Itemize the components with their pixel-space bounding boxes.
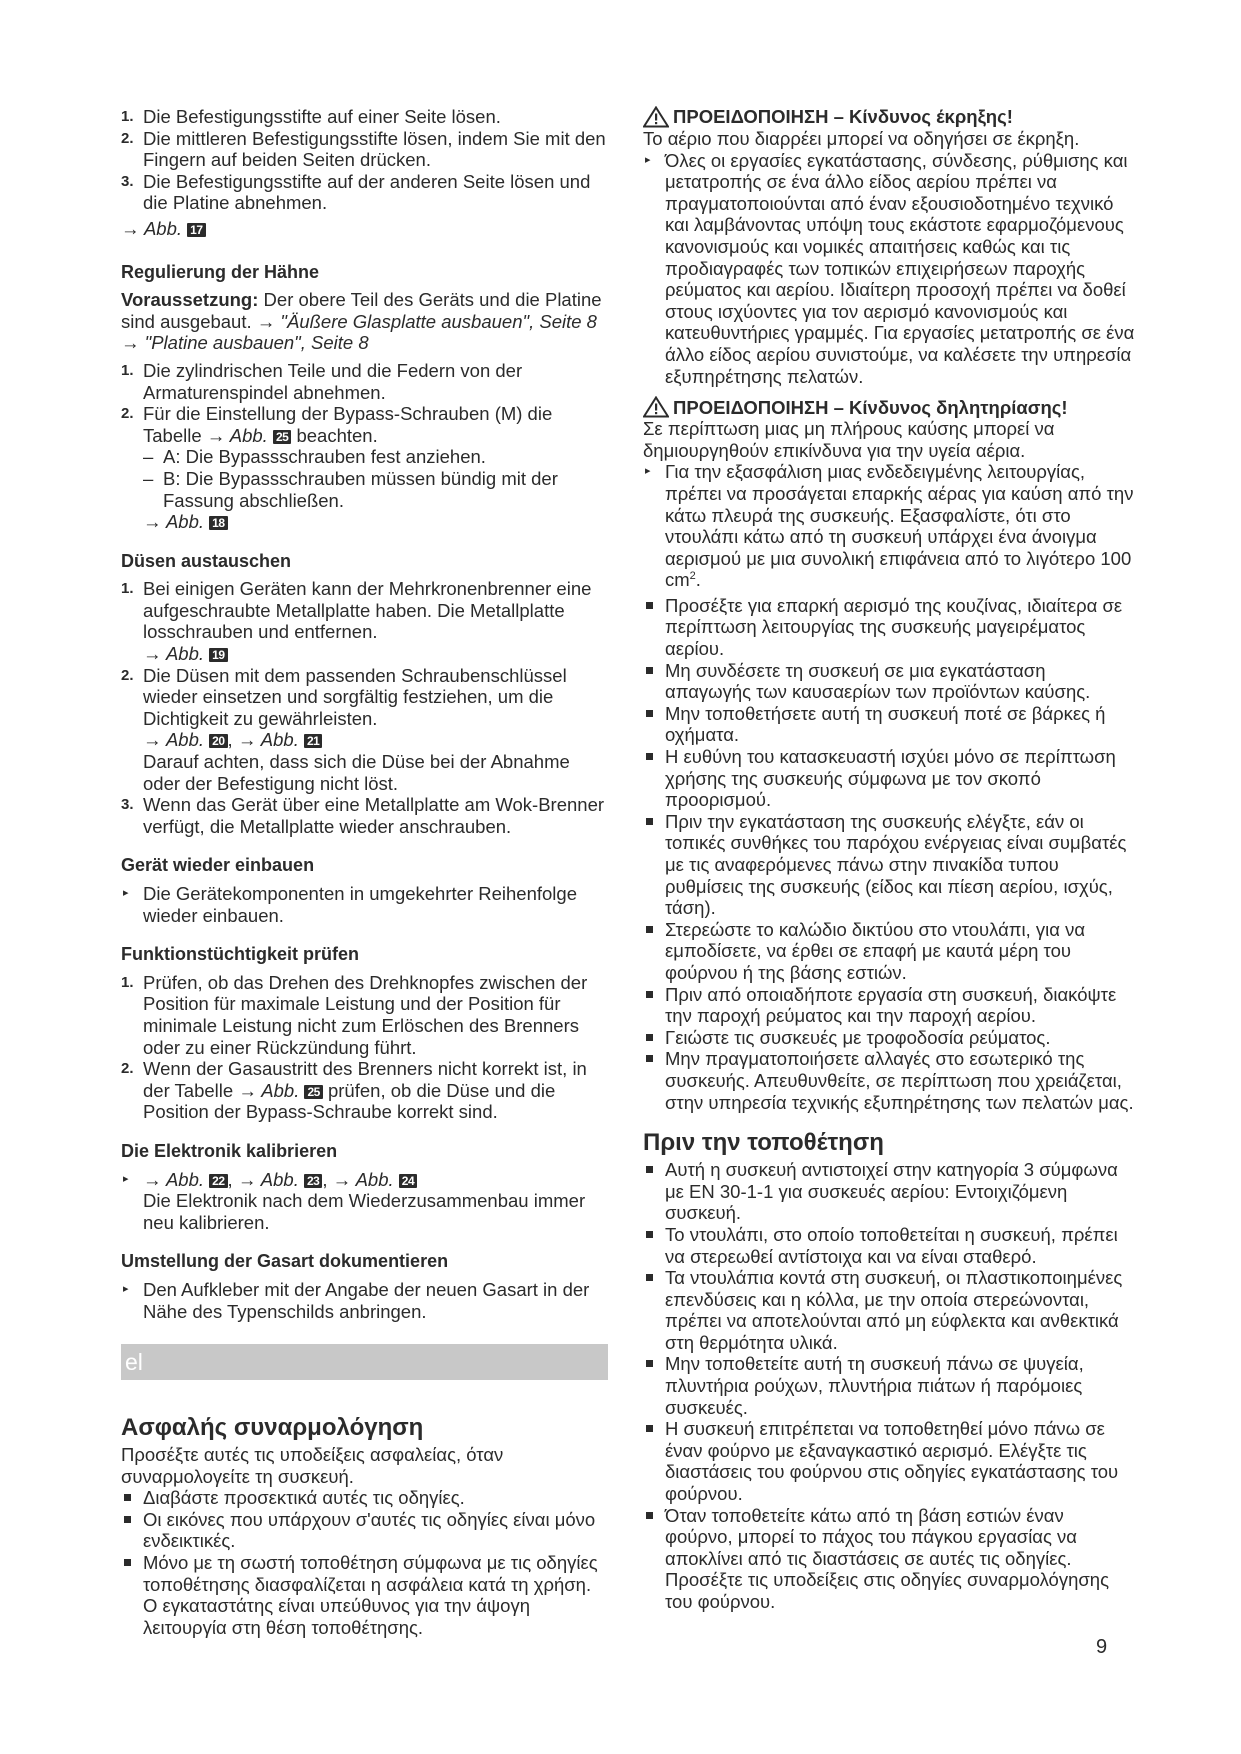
list-item: Μην τοποθετείτε αυτή τη συσκευή πάνω σε ψυγεία, πλυντήρια ρούχων, πλυντήρια πιάτων ή παρόμοιες συσκευές.	[643, 1353, 1135, 1418]
warning-triangle-icon	[643, 396, 669, 418]
dash-item: – A: Die Bypassschrauben fest anziehen.	[143, 446, 486, 468]
square-bullet-icon	[646, 818, 653, 825]
list-item: Η ευθύνη του κατασκευαστή ισχύει μόνο σε περίπτωση χρήσης της συσκευής σύμφωνα με τον σκοπό προορισμού.	[643, 746, 1135, 811]
left-column	[121, 106, 608, 1638]
square-bullet-icon	[646, 1055, 653, 1062]
triangle-bullet-icon: ▸	[645, 153, 651, 166]
action-step: ▸ Όλες οι εργασίες εγκατάστασης, σύνδεσης, ρύθμισης και μετατροπής σε ένα άλλο είδος αερίου πρέπει να πραγματοποιούνται από έναν εξουσιοδοτημένο τεχνικό και λαμβάνοντας υπόψη τους εκάστοτε εφαρμοζόμενους κανονισμούς και νομικές απαιτήσεις καθώς και τις προδιαγραφές των τοπικών επιχειρήσεων παροχής ρεύματος και αερίου. Ιδιαίτερη προσοχή πρέπει να δοθεί στους ισχύοντες για τον αερισμό κανονισμούς και κατευθυντήριες γραμμές. Για εργασίες μετατροπής σε ένα άλλο είδος αερίου συνιστούμε, να καλέσετε την υπηρεσία εξυπηρέτησης πελατών.	[645, 149, 1135, 387]
list-item: Πριν από οποιαδήποτε εργασία στη συσκευή, διακόψτε την παροχή ρεύματος και την παροχή αερίου.	[643, 984, 1135, 1027]
warning-text: Σε περίπτωση μιας μη πλήρους καύσης μπορεί να δημιουργηθούν επικίνδυνα για την υγεία αέρια.	[643, 418, 1055, 461]
funktion-steps	[121, 972, 608, 1123]
list-item: Μη συνδέσετε τη συσκευή σε μια εγκατάσταση απαγωγής των καυσαερίων των προϊόντων καύσης.	[643, 660, 1135, 703]
figure-badge: 19	[209, 648, 227, 662]
figure-badge: 20	[209, 734, 227, 748]
list-item: 2. Die Düsen mit dem passenden Schraubenschlüssel wieder einsetzen und sorgfältig festziehen, um die Dichtigkeit zu gewährleisten. → Abb. 20 , → Abb. 21 Darauf achten, dass sich die Düse bei der Abnahme oder der Befestigung nicht löst.	[121, 665, 608, 795]
intro-text: Προσέξτε αυτές τις υποδείξεις ασφαλείας, όταν συναρμολογείτε τη συσκευή.	[121, 1444, 504, 1487]
square-bullet-icon	[646, 1231, 653, 1238]
action-step: ▸ Για την εξασφάλιση μιας ενδεδειγμένης λειτουργίας, πρέπει να προσάγεται επαρκής αέρας για καύση από την κάτω πλευρά της συσκευής. Εξασφαλίστε, ότι στο ντουλάπι κάτω από τη συσκευή υπάρχει ένα άνοιγμα αερισμού με μια συνολική επιφάνεια από το λιγότερο 100 $cm^2$.	[645, 461, 1134, 591]
figure-badge: 17	[187, 223, 205, 237]
list-item: 1. Prüfen, ob das Drehen des Drehknopfes zwischen der Position für maximale Leistung und der Position für minimale Leistung nicht zum Erlöschen des Brenners oder zu einer Rückzündung führt.	[121, 971, 588, 1058]
figure-badge: 24	[399, 1174, 417, 1188]
section-heading: Funktionstüchtigkeit prüfen	[121, 944, 359, 965]
square-bullet-icon	[646, 602, 653, 609]
prerequisite: Voraussetzung: Der obere Teil des Geräts und die Platine sind ausgebaut. → "Äußere Glasplatte ausbauen", Seite 8 → "Platine ausbauen", Seite 8	[121, 289, 602, 354]
warning-heading: ΠΡΟΕΙΔΟΠΟΙΗΣΗ – Κίνδυνος δηλητηρίασης!	[643, 396, 1135, 418]
note: Darauf achten, dass sich die Düse bei der Abnahme oder der Befestigung nicht löst.	[143, 751, 570, 794]
list-item: Μην πραγματοποιήσετε αλλαγές στο εσωτερικό της συσκευής. Απευθυνθείτε, σε περίπτωση που χρειάζεται, στην υπηρεσία τεχνικής εξυπηρέτησης των πελατών μας.	[643, 1048, 1135, 1113]
list-item: 3. Wenn das Gerät über eine Metallplatte am Wok-Brenner verfügt, die Metallplatte wieder anschrauben.	[121, 794, 605, 837]
list-item: Όταν τοποθετείτε κάτω από τη βάση εστιών έναν φούρνο, μπορεί το πάχος του πάγκου εργασίας να αποκλίνει από τις διαστάσεις σε αυτές τις οδηγίες. Προσέξτε τις υποδείξεις στις οδηγίες συναρμολόγησης του φούρνου.	[643, 1505, 1135, 1613]
list-item: Η συσκευή επιτρέπεται να τοποθετηθεί μόνο πάνω σε έναν φούρνο με εξαναγκαστικό αερισμό. Ελέγξτε τις διαστάσεις του φούρνου στις οδηγίες εγκατάστασης του φούρνου.	[643, 1418, 1135, 1504]
square-bullet-icon	[124, 1494, 131, 1501]
list-item: Διαβάστε προσεκτικά αυτές τις οδηγίες.	[121, 1487, 608, 1509]
action-step: ▸ Den Aufkleber mit der Angabe der neuen Gasart in der Nähe des Typenschilds anbringen.	[123, 1278, 590, 1322]
list-item: Οι εικόνες που υπάρχουν σ'αυτές τις οδηγίες είναι μόνο ενδεικτικές.	[121, 1509, 608, 1552]
figure-badge: 23	[304, 1174, 322, 1188]
square-bullet-icon	[646, 1512, 653, 1519]
square-bullet-icon	[646, 926, 653, 933]
dash-item: – B: Die Bypassschrauben müssen bündig mit der Fassung abschließen.	[143, 467, 558, 511]
figure-reference: → Abb. 22 , → Abb. 23 , → Abb. 24	[143, 1169, 417, 1190]
square-bullet-icon	[124, 1559, 131, 1566]
list-item: 1. Die Befestigungsstifte auf einer Seite lösen.	[121, 106, 501, 127]
section-heading: Die Elektronik kalibrieren	[121, 1140, 338, 1161]
square-bullet-icon	[646, 991, 653, 998]
section-title: Πριν την τοποθέτηση	[643, 1129, 884, 1157]
figure-badge: 25	[304, 1085, 322, 1099]
safety-list	[643, 595, 1135, 1113]
section-heading: Regulierung der Hähne	[121, 261, 320, 282]
triangle-bullet-icon: ▸	[645, 465, 651, 478]
language-bar: el	[121, 1344, 608, 1380]
figure-reference: → Abb. 17	[121, 218, 608, 240]
list-item: 2. Die mittleren Befestigungsstifte lösen, indem Sie mit den Fingern auf beiden Seiten drücken.	[121, 127, 606, 171]
triangle-bullet-icon: ▸	[123, 887, 129, 899]
section-heading: Düsen austauschen	[121, 550, 292, 571]
list-item: Αυτή η συσκευή αντιστοιχεί στην κατηγορία 3 σύμφωνα με EN 30-1-1 για συσκευές αερίου: Εντοιχιζόμενη συσκευή.	[643, 1159, 1135, 1224]
warning-text: Το αέριο που διαρρέει μπορεί να οδηγήσει σε έκρηξη.	[643, 128, 1080, 149]
list-item: 2. Wenn der Gasaustritt des Brenners nicht korrekt ist, in der Tabelle → Abb. 25 prüfen, ob die Düse und die Position der Bypass-Schraube korrekt sind.	[121, 1058, 587, 1123]
list-item: Πριν την εγκατάσταση της συσκευής ελέγξτε, εάν οι τοπικές συνθήκες του παρόχου ενέργειας είναι συμβατές με τις αναφερόμενες πάνω στην πινακίδα τυπου ρυθμίσεις της συσκευής (είδος και πίεση αερίου, ισχύς, τάση).	[643, 811, 1135, 919]
intro-steps	[121, 106, 608, 214]
figure-badge: 21	[304, 734, 322, 748]
list-item: Προσέξτε για επαρκή αερισμό της κουζίνας, ιδιαίτερα σε περίπτωση λειτουργίας της συσκευής μαγειρέματος αερίου.	[643, 595, 1135, 660]
square-bullet-icon	[646, 1425, 653, 1432]
figure-reference: → Abb. 18	[121, 511, 608, 533]
figure-reference: → Abb.	[206, 424, 268, 446]
section-title: Ασφαλής συναρμολόγηση	[121, 1414, 424, 1442]
square-bullet-icon	[646, 1274, 653, 1281]
prin-list	[643, 1159, 1135, 1612]
list-item: Μόνο με τη σωστή τοποθέτηση σύμφωνα με τις οδηγίες τοποθέτησης διασφαλίζεται η ασφάλεια κατά τη χρήση. Ο εγκαταστάτης είναι υπεύθυνος για την άψογη λειτουργία στη θέση τοποθέτησης.	[121, 1552, 608, 1638]
figure-badge: 18	[209, 516, 227, 530]
warning-triangle-icon	[643, 106, 669, 128]
figure-reference: → Abb.	[238, 1079, 300, 1101]
list-item: Το ντουλάπι, στο οποίο τοποθετείται η συσκευή, πρέπει να στερεωθεί αντίστοιχα και να είναι σταθερό.	[643, 1224, 1135, 1267]
list-item: 1. Die zylindrischen Teile und die Federn von der Armaturenspindel abnehmen.	[121, 359, 523, 403]
square-bullet-icon	[646, 1360, 653, 1367]
section-heading: Umstellung der Gasart dokumentieren	[121, 1251, 449, 1272]
square-bullet-icon	[646, 753, 653, 760]
figure-reference: → Abb. 19	[143, 643, 608, 665]
square-bullet-icon	[646, 710, 653, 717]
list-item: Στερεώστε το καλώδιο δικτύου στο ντουλάπι, για να εμποδίσετε, να έρθει σε επαφή με καυτά μέρη του φούρνου ή της βάσης εστιών.	[643, 919, 1135, 984]
figure-reference: → Abb. 20 , → Abb. 21	[143, 729, 608, 751]
duesen-steps	[121, 578, 608, 837]
triangle-bullet-icon: ▸	[123, 1172, 129, 1185]
figure-badge: 22	[209, 1174, 227, 1188]
right-column	[643, 106, 1135, 1613]
triangle-bullet-icon: ▸	[123, 1282, 129, 1295]
figure-badge: 25	[273, 430, 291, 444]
action-step: ▸ Die Gerätekomponenten in umgekehrter Reihenfolge wieder einbauen.	[123, 883, 577, 926]
section-heading: Gerät wieder einbauen	[121, 855, 315, 876]
regulierung-steps	[121, 360, 608, 446]
list-item: Γειώστε τις συσκευές με τροφοδοσία ρεύματος.	[643, 1027, 1135, 1049]
action-step: ▸ → Abb. 22 , → Abb. 23 , → Abb. 24 Die Elektronik nach dem Wiederzusammenbau immer neu kalibrieren.	[123, 1168, 586, 1233]
list-item: 1. Bei einigen Geräten kann der Mehrkronenbrenner eine aufgeschraubte Metallplatte haben. Die Metallplatte losschrauben und entfernen. → Abb. 19	[121, 578, 608, 664]
warning-heading: ΠΡΟΕΙΔΟΠΟΙΗΣΗ – Κίνδυνος έκρηξης!	[643, 106, 1135, 128]
list-item: Μην τοποθετήσετε αυτή τη συσκευή ποτέ σε βάρκες ή οχήματα.	[643, 703, 1135, 746]
square-bullet-icon	[646, 667, 653, 674]
square-bullet-icon	[646, 1034, 653, 1041]
page-number: 9	[1096, 1636, 1108, 1658]
list-item: 2. Für die Einstellung der Bypass-Schrauben (M) die Tabelle → Abb. 25 beachten.	[121, 403, 553, 446]
square-bullet-icon	[124, 1516, 131, 1523]
list-item: 3. Die Befestigungsstifte auf der anderen Seite lösen und die Platine abnehmen.	[121, 170, 591, 214]
list-item: Τα ντουλάπια κοντά στη συσκευή, οι πλαστικοποιημένες επενδύσεις και η κόλλα, με την οποία στερεώνονται, πρέπει να αποτελούνται από μη εύφλεκτα και ανθεκτικά στη θερμότητα υλικά.	[643, 1267, 1135, 1353]
square-bullet-icon	[646, 1166, 653, 1173]
